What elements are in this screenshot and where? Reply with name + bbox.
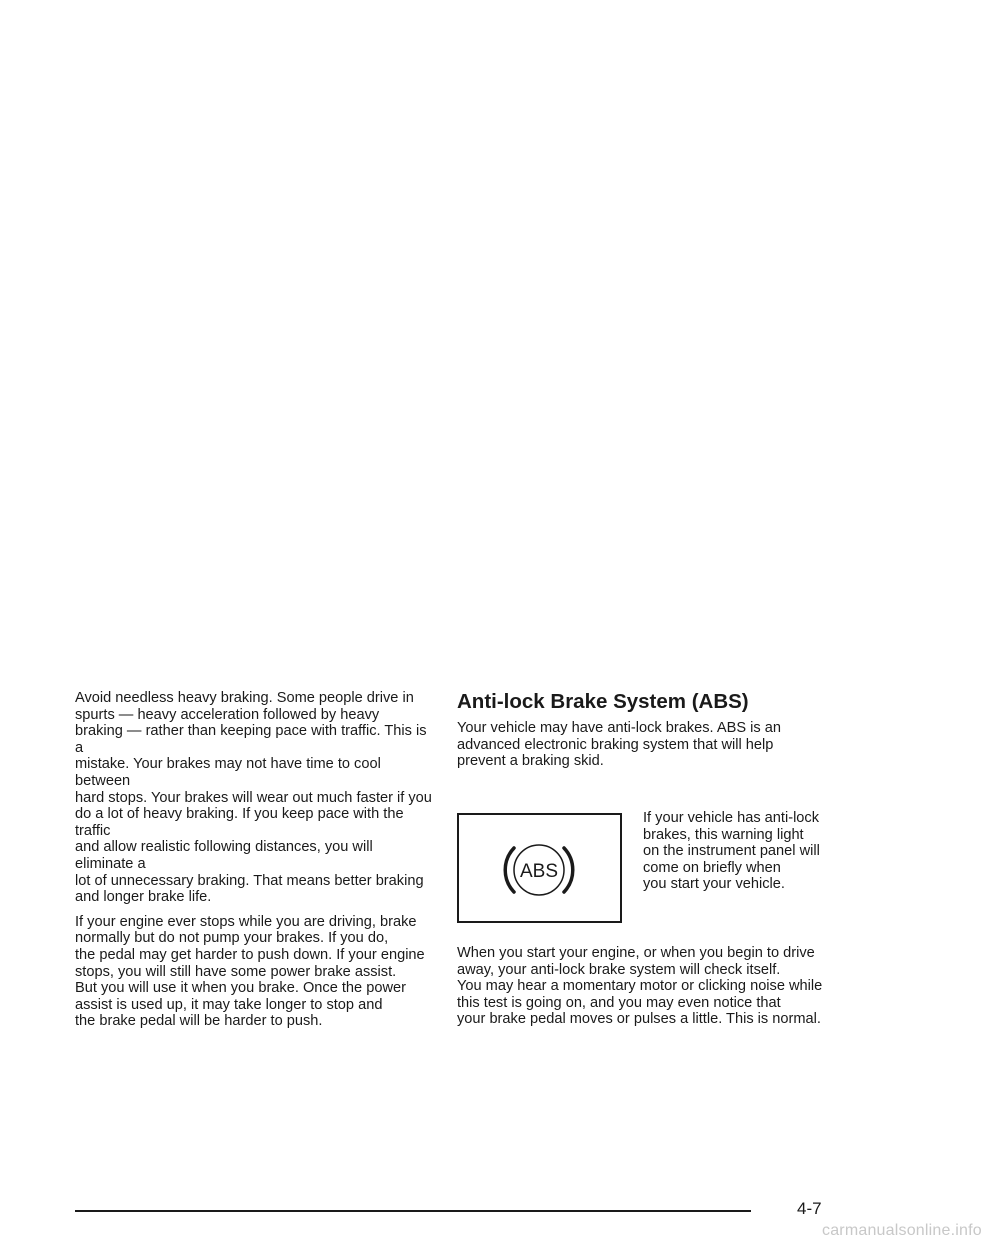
paragraph-abs-intro: Your vehicle may have anti-lock brakes. ABS is an advanced electronic braking system that will help prevent a braking skid. xyxy=(457,720,781,770)
page-number: 4-7 xyxy=(797,1199,822,1218)
abs-warning-light-figure xyxy=(457,813,622,923)
abs-warning-icon xyxy=(459,815,620,921)
section-heading-abs: Anti-lock Brake System (ABS) xyxy=(457,690,749,713)
left-column xyxy=(75,690,435,1038)
watermark: carmanualsonline.info xyxy=(822,1222,982,1239)
paragraph-heavy-braking: Avoid needless heavy braking. Some people drive in spurts — heavy acceleration followed by heavy braking — rather than keeping pace with traffic. This is a mistake. Your brakes may not have time to cool between hard stops. Your brakes will wear out much faster if you do a lot of heavy braking. If you keep pace with the traffic and allow realistic following distances, you will eliminate a lot of unnecessary braking. That means better braking and longer brake life. xyxy=(75,690,432,906)
paragraph-abs-self-check: When you start your engine, or when you begin to drive away, your anti-lock brake system will check itself. You may hear a momentary motor or clicking noise while this test is going on, and you may even notice that your brake pedal moves or pulses a little. This is normal. xyxy=(457,945,823,1028)
abs-icon-label: ABS xyxy=(519,861,559,882)
right-column xyxy=(457,690,832,778)
footer-rule xyxy=(75,1210,751,1212)
paragraph-warning-light: If your vehicle has anti-lock brakes, this warning light on the instrument panel will come on briefly when you start your vehicle. xyxy=(643,810,820,893)
paragraph-engine-stops: If your engine ever stops while you are driving, brake normally but do not pump your brakes. If you do, the pedal may get harder to push down. If your engine stops, you will still have some power brake assist. But you will use it when you brake. Once the power assist is used up, it may take longer to stop and the brake pedal will be harder to push. xyxy=(75,913,425,1030)
